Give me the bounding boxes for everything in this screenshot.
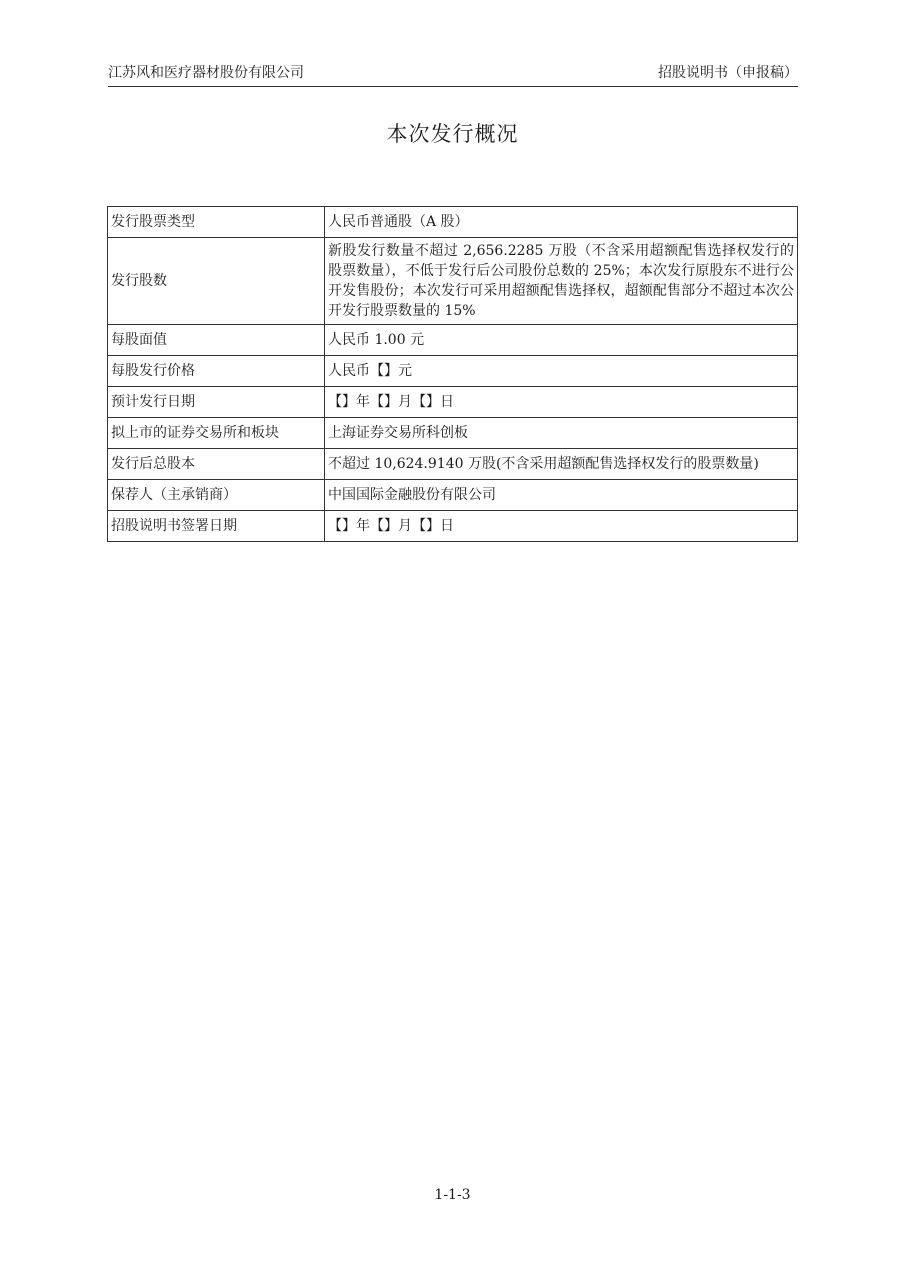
row-value: 【】年【】月【】日 [325,511,798,542]
offering-summary-table [107,206,798,542]
table-row [108,387,798,418]
page-title: 本次发行概况 [386,122,519,146]
page-number: 1-1-3 [434,1187,471,1203]
table-row [108,449,798,480]
table-row [108,511,798,542]
row-label: 发行股数 [108,238,325,325]
row-label: 发行后总股本 [108,449,325,480]
table-row [108,418,798,449]
row-value: 新股发行数量不超过 2,656.2285 万股（不含采用超额配售选择权发行的股票数量），不低于发行后公司股份总数的 25%；本次发行原股东不进行公开发售股份；本次发行可采用超额配售选择权，超额配售部分不超过本次公开发行股票数量的 15% [325,238,798,325]
table-row [108,325,798,356]
row-value: 上海证券交易所科创板 [325,418,798,449]
row-value: 人民币普通股（A 股） [325,207,798,238]
row-label: 每股面值 [108,325,325,356]
document-type: 招股说明书（申报稿） [658,65,798,81]
row-label: 预计发行日期 [108,387,325,418]
company-name: 江苏风和医疗器材股份有限公司 [108,65,304,81]
row-value: 不超过 10,624.9140 万股(不含采用超额配售选择权发行的股票数量) [325,449,798,480]
row-value: 中国国际金融股份有限公司 [325,480,798,511]
row-label: 保荐人（主承销商） [108,480,325,511]
row-label: 拟上市的证券交易所和板块 [108,418,325,449]
row-label: 每股发行价格 [108,356,325,387]
table-row [108,356,798,387]
table-row [108,238,798,325]
row-label: 发行股票类型 [108,207,325,238]
table-row [108,207,798,238]
table-row [108,480,798,511]
page-header [108,62,798,87]
row-value: 【】年【】月【】日 [325,387,798,418]
row-value: 人民币 1.00 元 [325,325,798,356]
row-label: 招股说明书签署日期 [108,511,325,542]
row-value: 人民币【】元 [325,356,798,387]
